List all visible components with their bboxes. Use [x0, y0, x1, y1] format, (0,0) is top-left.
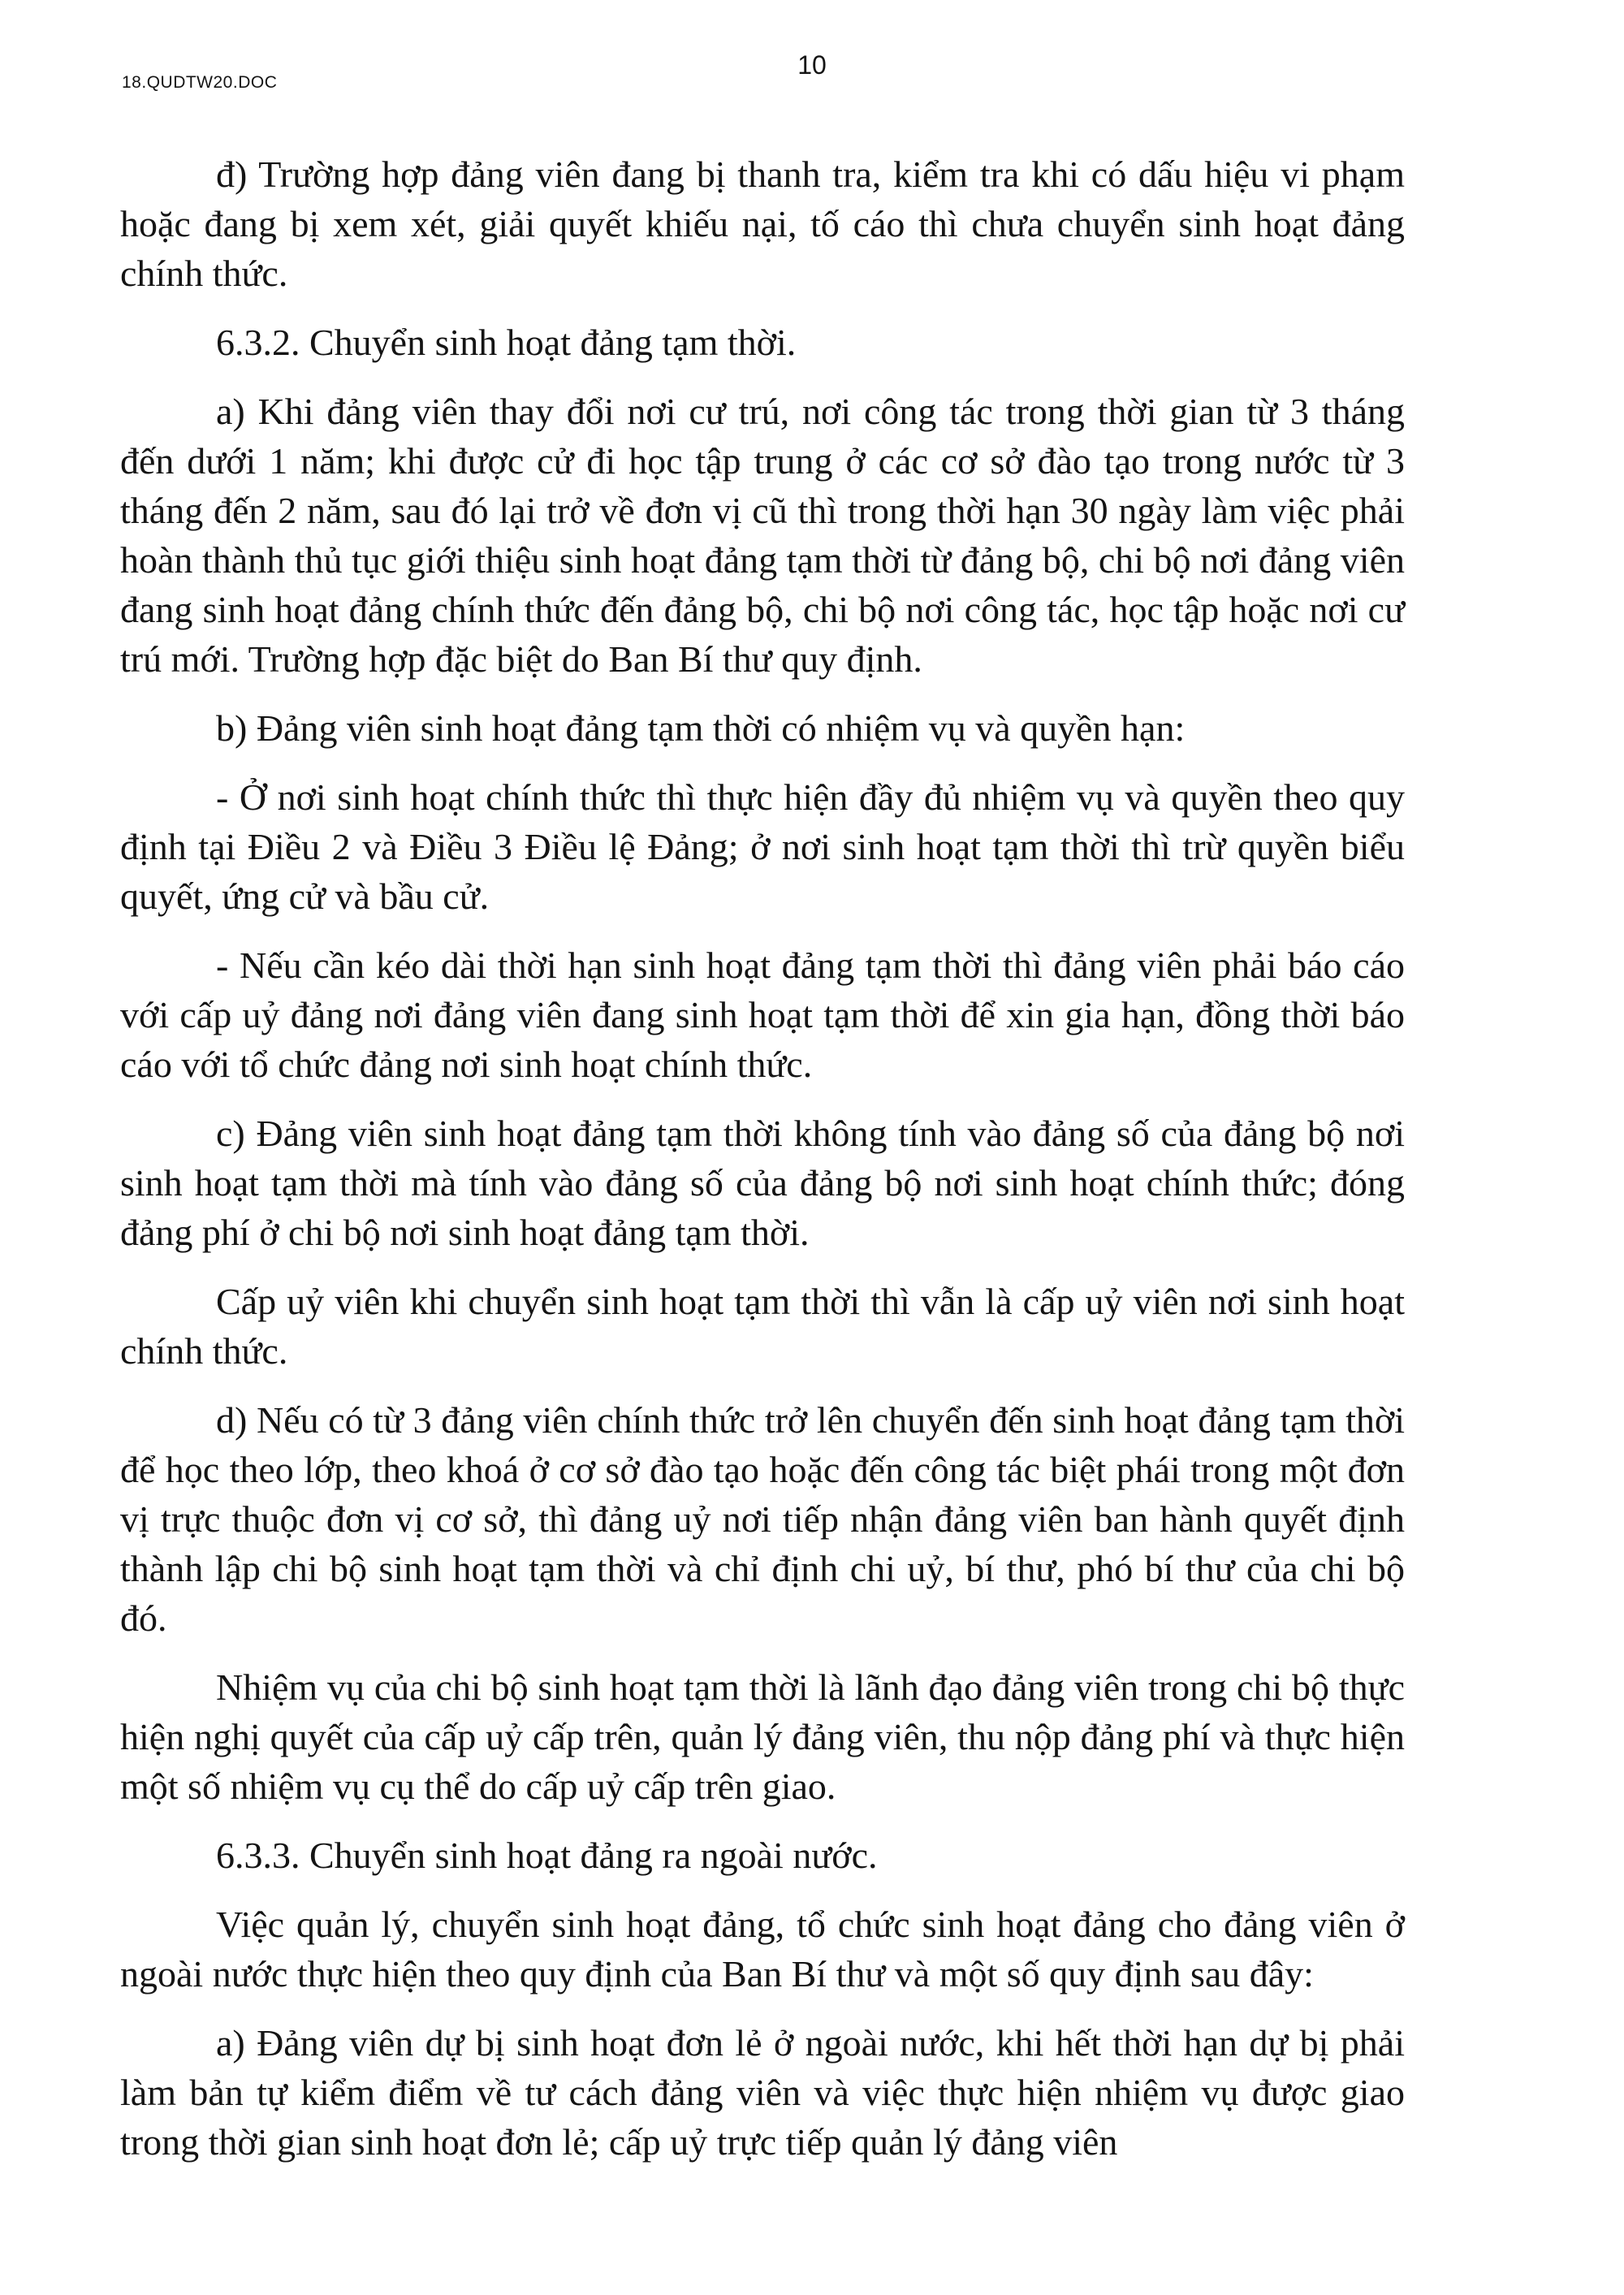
paragraph-dash-official-place: - Ở nơi sinh hoạt chính thức thì thực hiện đầy đủ nhiệm vụ và quyền theo quy định tại Điều 2 và Điều 3 Điều lệ Đảng; ở nơi sinh hoạt tạm thời thì trừ quyền biểu quyết, ứng cử và bầu cử. — [120, 776, 1405, 917]
paragraph-d-inspection: đ) Trường hợp đảng viên đang bị thanh tra, kiểm tra khi có dấu hiệu vi phạm hoặc đang bị xem xét, giải quyết khiếu nại, tố cáo thì chưa chuyển sinh hoạt đảng chính thức. — [120, 153, 1405, 294]
section-heading-6-3-2: 6.3.2. Chuyển sinh hoạt đảng tạm thời. — [216, 322, 797, 363]
paragraph-dash-extension: - Nếu cần kéo dài thời hạn sinh hoạt đảng tạm thời thì đảng viên phải báo cáo với cấp uỷ đảng nơi đảng viên đang sinh hoạt tạm thời để xin gia hạn, đồng thời báo cáo với tổ chức đảng nơi sinh hoạt chính thức. — [120, 944, 1405, 1085]
paragraph-overseas-management: Việc quản lý, chuyển sinh hoạt đảng, tổ chức sinh hoạt đảng cho đảng viên ở ngoài nước thực hiện theo quy định của Ban Bí thư và một số quy định sau đây: — [120, 1904, 1405, 1995]
section-heading-6-3-3: 6.3.3. Chuyển sinh hoạt đảng ra ngoài nước. — [216, 1835, 878, 1876]
page-number: 10 — [797, 50, 827, 80]
document-body — [120, 149, 1405, 2186]
paragraph-cell-duties: Nhiệm vụ của chi bộ sinh hoạt tạm thời là lãnh đạo đảng viên trong chi bộ thực hiện nghị quyết của cấp uỷ cấp trên, quản lý đảng viên, thu nộp đảng phí và thực hiện một số nhiệm vụ cụ thể do cấp uỷ cấp trên giao. — [120, 1666, 1405, 1807]
document-code: 18.QUDTW20.DOC — [122, 73, 278, 92]
paragraph-committee-members: Cấp uỷ viên khi chuyển sinh hoạt tạm thời thì vẫn là cấp uỷ viên nơi sinh hoạt chính thức. — [120, 1281, 1405, 1372]
paragraph-a-temporary-transfer: a) Khi đảng viên thay đổi nơi cư trú, nơi công tác trong thời gian từ 3 tháng đến dưới 1 năm; khi được cử đi học tập trung ở các cơ sở đào tạo trong nước từ 3 tháng đến 2 năm, sau đó lại trở về đơn vị cũ thì trong thời hạn 30 ngày làm việc phải hoàn thành thủ tục giới thiệu sinh hoạt đảng tạm thời từ đảng bộ, chi bộ nơi đảng viên đang sinh hoạt đảng chính thức đến đảng bộ, chi bộ nơi công tác, học tập hoặc nơi cư trú mới. Trường hợp đặc biệt do Ban Bí thư quy định. — [120, 391, 1405, 680]
paragraph-c-party-count: c) Đảng viên sinh hoạt đảng tạm thời không tính vào đảng số của đảng bộ nơi sinh hoạt tạm thời mà tính vào đảng số của đảng bộ nơi sinh hoạt chính thức; đóng đảng phí ở chi bộ nơi sinh hoạt đảng tạm thời. — [120, 1113, 1405, 1253]
paragraph-a-overseas-probation: a) Đảng viên dự bị sinh hoạt đơn lẻ ở ngoài nước, khi hết thời hạn dự bị phải làm bản tự kiểm điểm về tư cách đảng viên và việc thực hiện nhiệm vụ được giao trong thời gian sinh hoạt đơn lẻ; cấp uỷ trực tiếp quản lý đảng viên — [120, 2022, 1405, 2163]
paragraph-b-duties: b) Đảng viên sinh hoạt đảng tạm thời có nhiệm vụ và quyền hạn: — [216, 707, 1186, 749]
paragraph-d-temporary-cell: d) Nếu có từ 3 đảng viên chính thức trở lên chuyển đến sinh hoạt đảng tạm thời để học theo lớp, theo khoá ở cơ sở đào tạo hoặc đến công tác biệt phái trong một đơn vị trực thuộc đơn vị cơ sở, thì đảng uỷ nơi tiếp nhận đảng viên ban hành quyết định thành lập chi bộ sinh hoạt tạm thời và chỉ định chi uỷ, bí thư, phó bí thư của chi bộ đó. — [120, 1399, 1405, 1639]
